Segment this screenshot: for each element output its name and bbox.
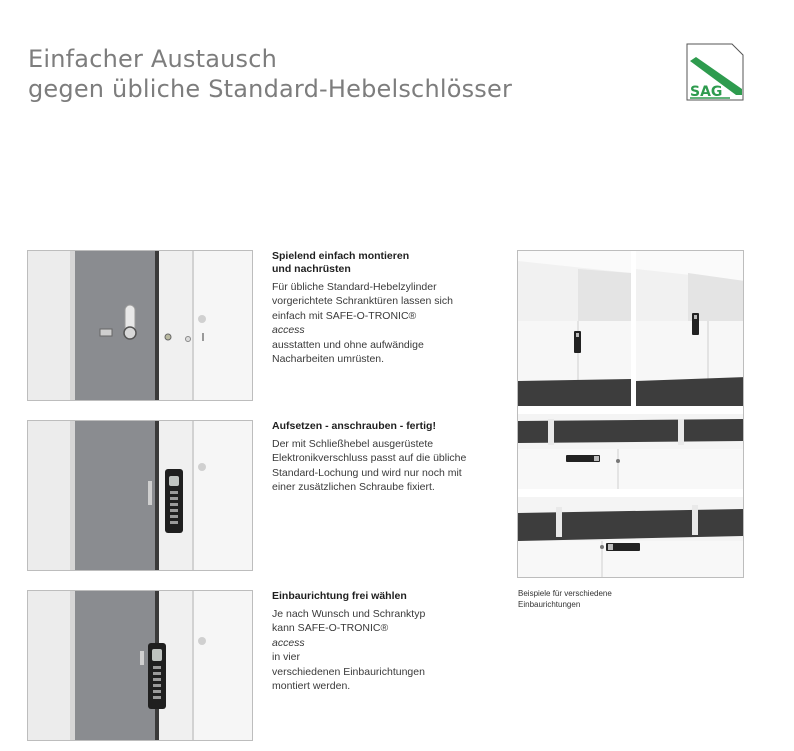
body-line: Der mit Schließhebel ausgerüstete <box>272 438 434 450</box>
sag-logo-icon <box>686 43 744 101</box>
logo-text: SAG <box>690 84 723 100</box>
body-line: verschiedenen Einbaurichtungen <box>272 665 425 678</box>
product-variant: access <box>272 636 305 649</box>
body-line: Je nach Wunsch und Schranktyp <box>272 608 426 620</box>
caption-line: Einbaurichtungen <box>518 599 581 609</box>
section-heading-line: Aufsetzen - anschrauben - fertig! <box>272 420 436 432</box>
photo-door-holes <box>27 250 253 401</box>
section-body <box>272 437 497 495</box>
body-line <box>272 621 497 664</box>
body-text: kann SAFE-O-TRONIC® <box>272 622 389 635</box>
page-title-line2: gegen übliche Standard-Hebelschlösser <box>28 75 513 103</box>
body-line <box>272 309 497 338</box>
page-title <box>28 44 512 104</box>
example-vertical-right <box>636 251 744 406</box>
body-text: einfach mit SAFE-O-TRONIC® <box>272 309 417 322</box>
example-horizontal-top <box>518 414 744 489</box>
body-line: montiert werden. <box>272 680 351 693</box>
section-heading <box>272 250 497 276</box>
sag-logo <box>686 43 744 101</box>
body-line: Nacharbeiten umrüsten. <box>272 353 385 366</box>
examples-caption <box>518 589 612 610</box>
section-body <box>272 280 497 366</box>
example-horizontal-bottom <box>518 497 744 578</box>
photo-door-lock-direction <box>27 590 253 741</box>
section-body <box>272 607 497 693</box>
product-variant: access <box>272 324 305 337</box>
section-attach <box>272 420 497 495</box>
body-line: einer zusätzlichen Schraube fixiert. <box>272 481 435 494</box>
section-mount <box>272 250 497 366</box>
body-line: ausstatten und ohne aufwändige <box>272 338 424 351</box>
section-direction <box>272 590 497 693</box>
body-line: Für übliche Standard-Hebelzylinder <box>272 281 437 293</box>
caption-line: Beispiele für verschiedene <box>518 589 612 598</box>
examples-image <box>517 250 744 578</box>
body-line: Elektronikverschluss passt auf die übliche <box>272 452 467 465</box>
section-heading-line: Spielend einfach montieren <box>272 250 410 262</box>
body-line: vorgerichtete Schranktüren lassen sich <box>272 295 453 308</box>
body-line: Standard-Lochung und wird nur noch mit <box>272 466 462 479</box>
section-heading-line: Einbaurichtung frei wählen <box>272 590 407 602</box>
page-title-line1: Einfacher Austausch <box>28 45 278 73</box>
section-heading <box>272 590 497 603</box>
section-heading <box>272 420 497 433</box>
body-text: in vier <box>272 651 301 664</box>
example-vertical-left <box>518 251 631 406</box>
photo-door-lock-mounted <box>27 420 253 571</box>
section-heading-line: und nachrüsten <box>272 263 351 275</box>
